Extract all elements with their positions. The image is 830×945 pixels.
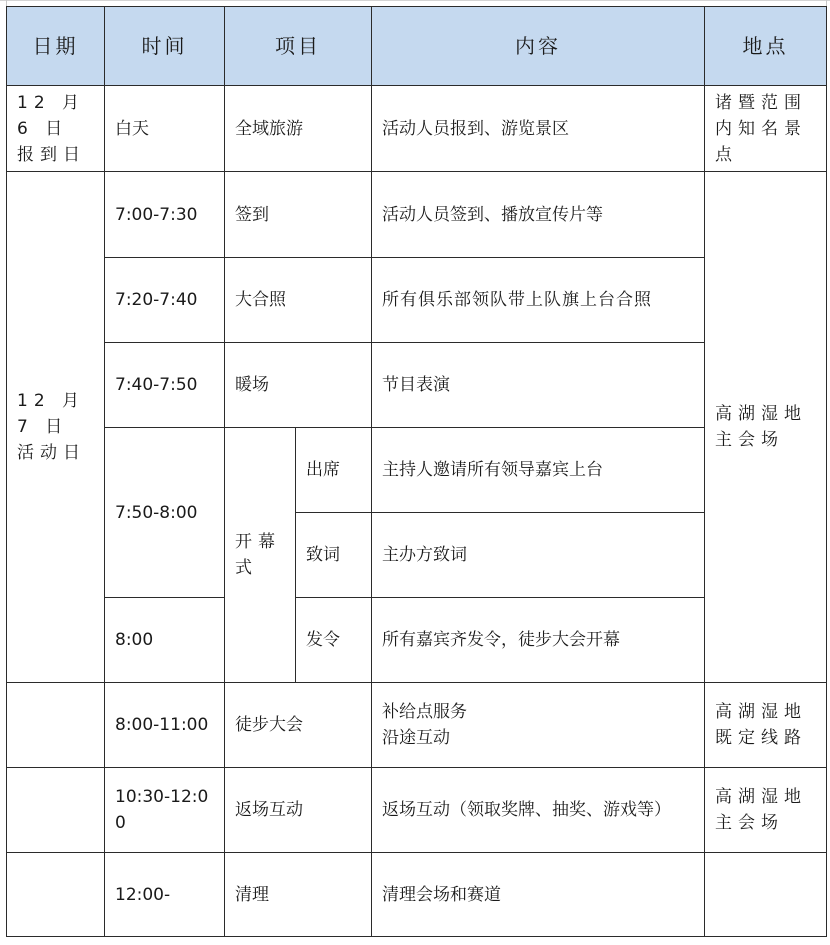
table-row	[7, 343, 827, 428]
content-cell: 补给点服务 沿途互动	[372, 683, 705, 768]
item-cell: 暖场	[225, 343, 372, 428]
content-cell: 清理会场和赛道	[372, 853, 705, 937]
time-cell: 7:20-7:40	[105, 258, 225, 343]
location-cell: 诸暨范围内知名景点	[705, 86, 827, 172]
content-cell: 主持人邀请所有领导嘉宾上台	[372, 428, 705, 513]
time-cell: 10:30-12:00	[105, 768, 225, 853]
time-cell: 7:50-8:00	[105, 428, 225, 598]
sub-item-cell: 致词	[296, 513, 372, 598]
item-cell: 全域旅游	[225, 86, 372, 172]
table-row	[7, 86, 827, 172]
table-row	[7, 853, 827, 937]
date-cell: 12 月 7 日 活动日	[7, 172, 105, 683]
item-cell: 清理	[225, 853, 372, 937]
table-row	[7, 258, 827, 343]
empty-cell	[7, 768, 105, 853]
time-cell: 8:00-11:00	[105, 683, 225, 768]
content-cell: 活动人员报到、游览景区	[372, 86, 705, 172]
table-row	[7, 683, 827, 768]
sub-item-cell: 发令	[296, 598, 372, 683]
schedule-table	[6, 6, 827, 937]
header-row	[7, 7, 827, 86]
header-location: 地点	[705, 7, 827, 86]
item-cell: 返场互动	[225, 768, 372, 853]
time-cell: 7:40-7:50	[105, 343, 225, 428]
sub-item-cell: 出席	[296, 428, 372, 513]
empty-cell	[7, 853, 105, 937]
content-cell: 节目表演	[372, 343, 705, 428]
time-cell: 白天	[105, 86, 225, 172]
date-cell: 12 月 6 日 报到日	[7, 86, 105, 172]
item-cell: 大合照	[225, 258, 372, 343]
table-row	[7, 172, 827, 258]
header-time: 时间	[105, 7, 225, 86]
table-row	[7, 598, 827, 683]
location-cell	[705, 853, 827, 937]
header-content: 内容	[372, 7, 705, 86]
empty-cell	[7, 683, 105, 768]
content-cell: 返场互动（领取奖牌、抽奖、游戏等）	[372, 768, 705, 853]
time-cell: 8:00	[105, 598, 225, 683]
item-cell: 开幕式	[225, 428, 296, 683]
item-cell: 徒步大会	[225, 683, 372, 768]
location-cell: 高湖湿地主会场	[705, 768, 827, 853]
location-cell: 高湖湿地主会场	[705, 172, 827, 683]
item-cell: 签到	[225, 172, 372, 258]
content-cell: 活动人员签到、播放宣传片等	[372, 172, 705, 258]
table-row	[7, 768, 827, 853]
location-cell: 高湖湿地既定线路	[705, 683, 827, 768]
content-cell: 所有嘉宾齐发令，徒步大会开幕	[372, 598, 705, 683]
time-cell: 12:00-	[105, 853, 225, 937]
content-cell: 主办方致词	[372, 513, 705, 598]
header-date: 日期	[7, 7, 105, 86]
time-cell: 7:00-7:30	[105, 172, 225, 258]
header-item: 项目	[225, 7, 372, 86]
table-row	[7, 428, 827, 513]
content-cell: 所有俱乐部领队带上队旗上台合照	[372, 258, 705, 343]
